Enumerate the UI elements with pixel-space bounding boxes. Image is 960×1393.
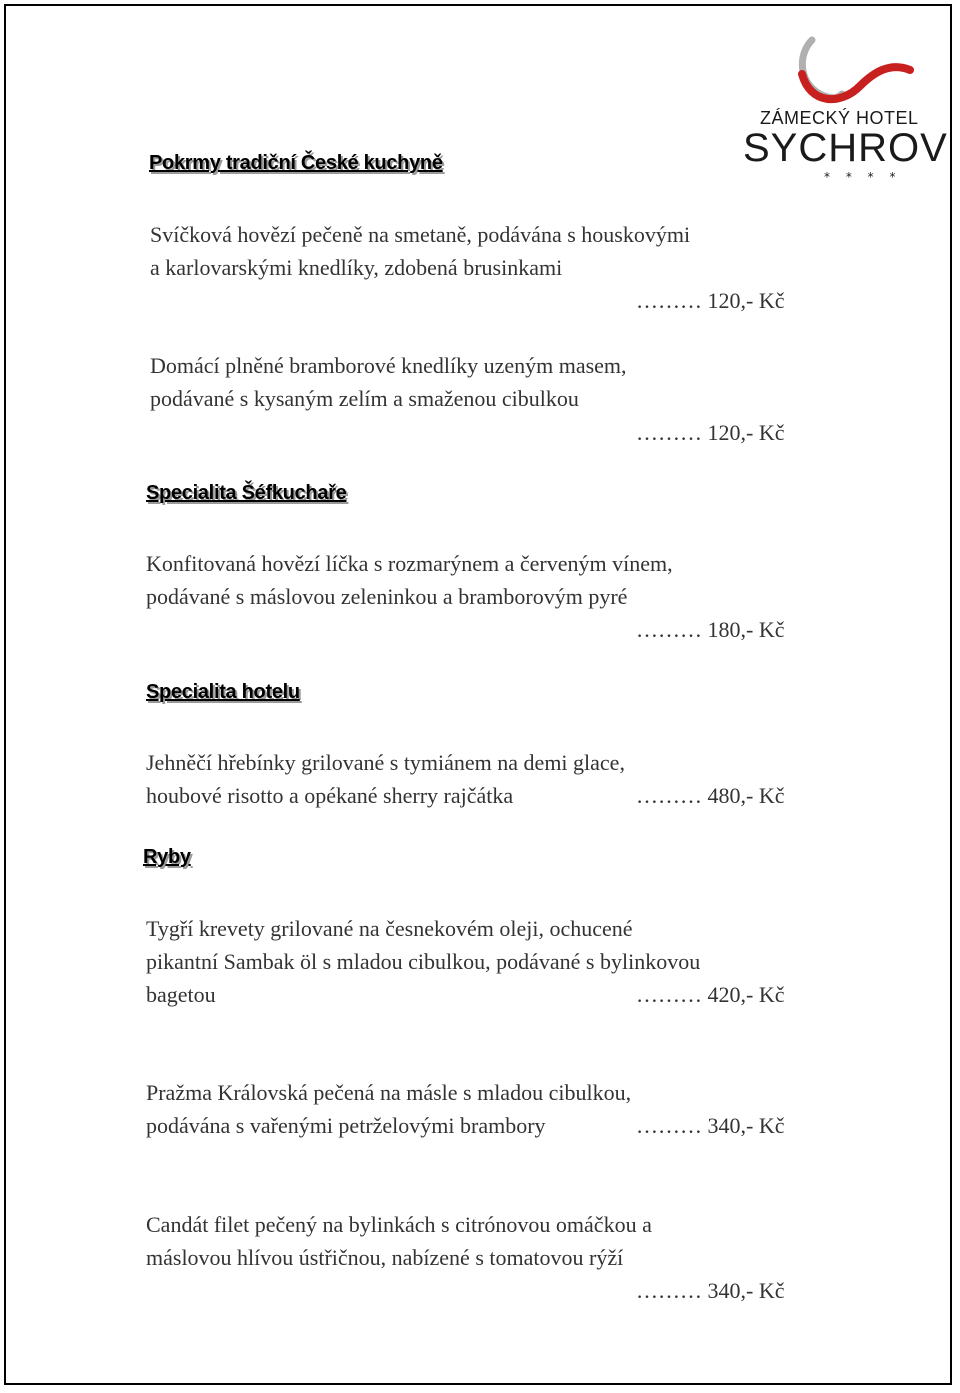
logo-stars: * * * *	[824, 170, 902, 184]
menu-item-text: Konfitovaná hovězí líčka s rozmarýnem a červeným vínem,	[146, 551, 673, 576]
menu-item-text: Jehněčí hřebínky grilované s tymiánem na demi glace,	[146, 750, 625, 775]
menu-item-price: ……… 340,- Kč	[636, 1278, 785, 1303]
menu-item-text: podávané s máslovou zeleninkou a bramborovým pyré	[146, 584, 628, 609]
menu-item-text: podávané s kysaným zelím a smaženou cibulkou	[150, 386, 579, 411]
section-heading-chef: Specialita Šéfkuchaře	[146, 482, 347, 504]
logo-title: ZÁMECKÝ HOTEL	[760, 108, 919, 128]
menu-item-text: podávána s vařenými petrželovými brambory	[146, 1113, 546, 1138]
menu-item-text: Candát filet pečený na bylinkách s citrónovou omáčkou a	[146, 1212, 652, 1237]
menu-item-price: ……… 180,- Kč	[636, 617, 785, 642]
menu-item-text: Tygří krevety grilované na česnekovém oleji, ochucené	[146, 916, 633, 941]
menu-item-price: ……… 340,- Kč	[636, 1113, 785, 1138]
logo-name: SYCHROV	[743, 126, 948, 170]
menu-item-text: pikantní Sambak öl s mladou cibulkou, podávané s bylinkovou	[146, 949, 701, 974]
menu-item-price: ……… 120,- Kč	[636, 288, 785, 313]
section-heading-traditional: Pokrmy tradiční České kuchyně	[149, 152, 443, 174]
section-heading-fish: Ryby	[143, 846, 191, 868]
section-heading-hotel: Specialita hotelu	[146, 681, 300, 703]
menu-item-text: Pražma Královská pečená na másle s mladou cibulkou,	[146, 1080, 632, 1105]
menu-item-text: Domácí plněné bramborové knedlíky uzeným masem,	[150, 353, 627, 378]
menu-item-text: a karlovarskými knedlíky, zdobená brusinkami	[150, 255, 563, 280]
menu-item-price: ……… 420,- Kč	[636, 982, 785, 1007]
menu-item-text: máslovou hlívou ústřičnou, nabízené s tomatovou rýží	[146, 1245, 624, 1270]
menu-item-price: ……… 120,- Kč	[636, 420, 785, 445]
menu-item-text: bagetou	[146, 982, 216, 1007]
menu-item-text: houbové risotto a opékané sherry rajčátka	[146, 783, 514, 808]
menu-item-text: Svíčková hovězí pečeně na smetaně, podávána s houskovými	[150, 222, 691, 247]
logo-red-curve	[802, 67, 910, 99]
menu-item-price: ……… 480,- Kč	[636, 783, 785, 808]
